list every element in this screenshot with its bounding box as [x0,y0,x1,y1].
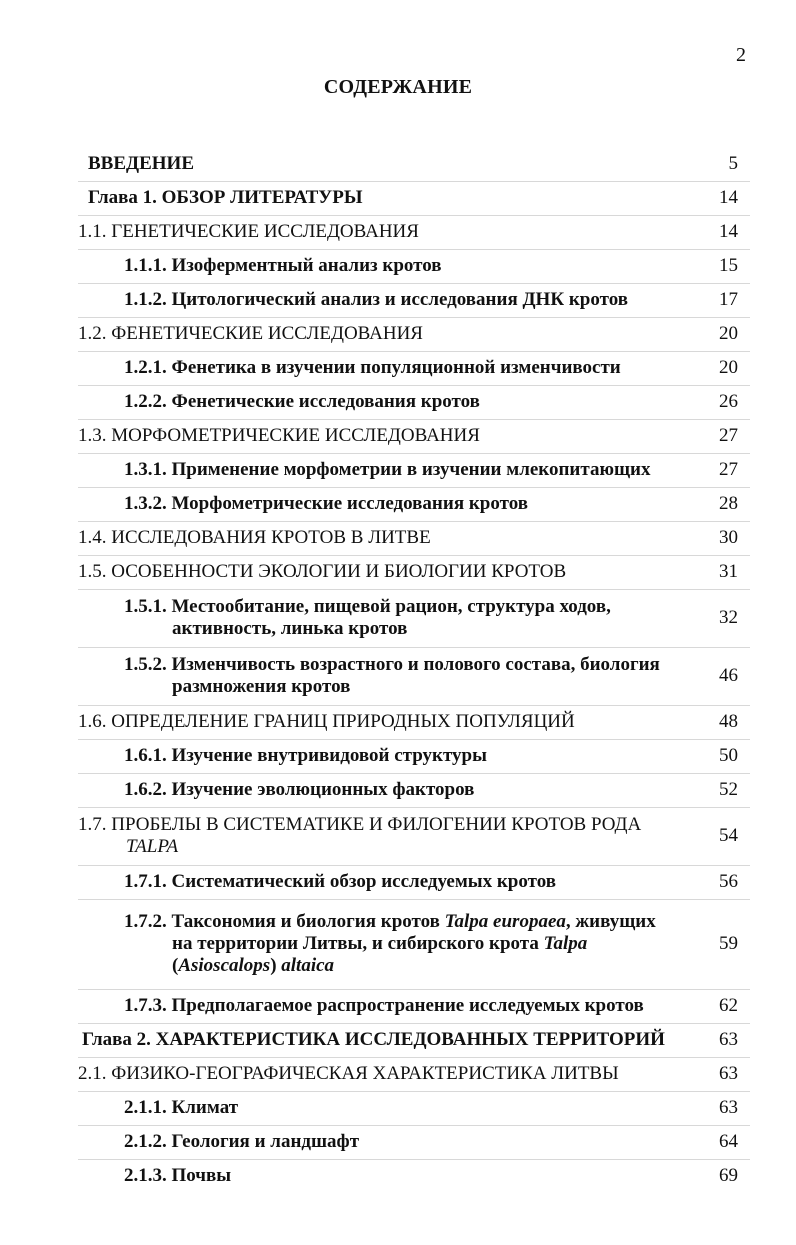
toc-entry-title: 1.3.2. Морфометрические исследования кротов [124,493,528,514]
toc-entry-line: 1.5.2. Изменчивость возрастного и полового состава, биология [124,654,660,675]
toc-entry-title: ВВЕДЕНИЕ [88,153,194,174]
toc-row-1-1[interactable] [78,216,750,250]
toc-page-number: 50 [719,745,738,766]
toc-page-number: 20 [719,323,738,344]
toc-row-2-1-2[interactable] [78,1126,750,1160]
toc-entry-line: размножения кротов [172,676,351,697]
toc-row-1-6[interactable] [78,706,750,740]
toc-page-number: 64 [719,1131,738,1152]
toc-row-1-3-1[interactable] [78,454,750,488]
toc-row-1-7-2[interactable] [78,900,750,990]
toc-page-number: 20 [719,357,738,378]
toc-row-1-7[interactable] [78,808,750,866]
toc-page-number: 63 [719,1063,738,1084]
toc-entry-title: 2.1.1. Климат [124,1097,239,1118]
toc-page-number: 26 [719,391,738,412]
toc-entry-title: 1.7.1. Систематический обзор исследуемых кротов [124,871,556,892]
toc-entry-title [78,911,694,977]
toc-row-1-1-1[interactable] [78,250,750,284]
toc-page-number: 31 [719,561,738,582]
toc-row-chapter-2[interactable] [78,1024,750,1058]
toc-row-1-4[interactable] [78,522,750,556]
toc-page-number: 28 [719,493,738,514]
toc-page-number: 63 [719,1029,738,1050]
toc-row-1-6-1[interactable] [78,740,750,774]
toc-entry-line: TALPA [126,836,179,857]
toc-entry-title: 1.6. ОПРЕДЕЛЕНИЕ ГРАНИЦ ПРИРОДНЫХ ПОПУЛЯЦИЙ [78,711,575,732]
table-of-contents [78,148,750,1193]
toc-row-1-2[interactable] [78,318,750,352]
toc-page-number: 14 [719,187,738,208]
toc-entry-title [78,596,694,640]
toc-row-1-5-1[interactable] [78,590,750,648]
toc-row-2-1-3[interactable] [78,1160,750,1193]
toc-row-1-3-2[interactable] [78,488,750,522]
toc-page-number: 27 [719,459,738,480]
toc-entry-line: активность, линька кротов [172,618,408,639]
page-title: СОДЕРЖАНИЕ [323,76,473,98]
toc-entry-title: 1.2.2. Фенетические исследования кротов [124,391,480,412]
toc-entry-text: на территории Литвы, и сибирского крота [172,933,544,954]
toc-page-number: 56 [719,871,738,892]
toc-entry-line [124,933,682,955]
toc-page-number: 5 [728,153,738,174]
toc-row-1-7-3[interactable] [78,990,750,1024]
species-name: Talpa [543,933,588,954]
toc-page-number: 48 [719,711,738,732]
toc-page-number: 54 [719,825,738,846]
toc-page-number: 32 [719,607,738,628]
toc-row-1-6-2[interactable] [78,774,750,808]
toc-entry-title: 1.3.1. Применение морфометрии в изучении млекопитающих [124,459,651,480]
toc-page-number: 27 [719,425,738,446]
toc-entry-text: 1.7.2. Таксономия и биология кротов [124,911,445,932]
toc-row-1-5[interactable] [78,556,750,590]
species-name: altaica [281,955,335,976]
toc-entry-title: 1.2.1. Фенетика в изучении популяционной изменчивости [124,357,621,378]
toc-entry-title: 2.1.3. Почвы [124,1165,232,1186]
toc-entry-text: ) [270,955,282,976]
toc-entry-title: 1.3. МОРФОМЕТРИЧЕСКИЕ ИССЛЕДОВАНИЯ [78,425,480,446]
toc-page-number: 30 [719,527,738,548]
toc-entry-line [124,955,682,977]
toc-page-number: 63 [719,1097,738,1118]
toc-row-1-7-1[interactable] [78,866,750,900]
toc-entry-title: 1.1.2. Цитологический анализ и исследования ДНК кротов [124,289,628,310]
toc-row-1-5-2[interactable] [78,648,750,706]
toc-row-2-1[interactable] [78,1058,750,1092]
toc-entry-text: ( [172,955,179,976]
toc-row-chapter-1[interactable] [78,182,750,216]
toc-entry-title: 2.1. ФИЗИКО-ГЕОГРАФИЧЕСКАЯ ХАРАКТЕРИСТИКА ЛИТВЫ [78,1063,619,1084]
toc-entry-line [124,911,656,932]
toc-page-number: 46 [719,665,738,686]
species-name: Talpa europaea [444,911,566,932]
toc-page-number: 17 [719,289,738,310]
toc-entry-line: 1.5.1. Местообитание, пищевой рацион, структура ходов, [124,596,611,617]
toc-page-number: 52 [719,779,738,800]
toc-entry-title: 1.1.1. Изоферментный анализ кротов [124,255,442,276]
toc-page-number: 59 [719,933,738,954]
toc-row-introduction[interactable] [78,148,750,182]
toc-entry-title: 1.2. ФЕНЕТИЧЕСКИЕ ИССЛЕДОВАНИЯ [78,323,423,344]
species-name: Asioscalops [178,955,271,976]
toc-entry-title: 1.7.3. Предполагаемое распространение исследуемых кротов [124,995,644,1016]
toc-entry-title: 1.5. ОСОБЕННОСТИ ЭКОЛОГИИ И БИОЛОГИИ КРОТОВ [78,561,567,582]
toc-entry-title: 1.6.2. Изучение эволюционных факторов [124,779,475,800]
toc-entry-title [78,654,694,698]
toc-entry-title: 2.1.2. Геология и ландшафт [124,1131,360,1152]
toc-entry-title: 1.6.1. Изучение внутривидовой структуры [124,745,487,766]
toc-page-number: 14 [719,221,738,242]
toc-row-1-3[interactable] [78,420,750,454]
toc-row-1-2-2[interactable] [78,386,750,420]
toc-entry-text: , живущих [565,911,656,932]
toc-page-number: 62 [719,995,738,1016]
page-number: 2 [736,44,746,66]
toc-entry-line: 1.7. ПРОБЕЛЫ В СИСТЕМАТИКЕ И ФИЛОГЕНИИ КРОТОВ РОДА [78,814,642,835]
toc-entry-title: 1.4. ИССЛЕДОВАНИЯ КРОТОВ В ЛИТВЕ [78,527,431,548]
toc-entry-title: Глава 1. ОБЗОР ЛИТЕРАТУРЫ [88,187,363,208]
toc-entry-title: 1.1. ГЕНЕТИЧЕСКИЕ ИССЛЕДОВАНИЯ [78,221,419,242]
toc-row-1-2-1[interactable] [78,352,750,386]
toc-row-1-1-2[interactable] [78,284,750,318]
toc-page-number: 69 [719,1165,738,1186]
toc-entry-title [78,814,694,858]
toc-row-2-1-1[interactable] [78,1092,750,1126]
toc-page-number: 15 [719,255,738,276]
toc-entry-title: Глава 2. ХАРАКТЕРИСТИКА ИССЛЕДОВАННЫХ ТЕРРИТОРИЙ [82,1029,665,1050]
